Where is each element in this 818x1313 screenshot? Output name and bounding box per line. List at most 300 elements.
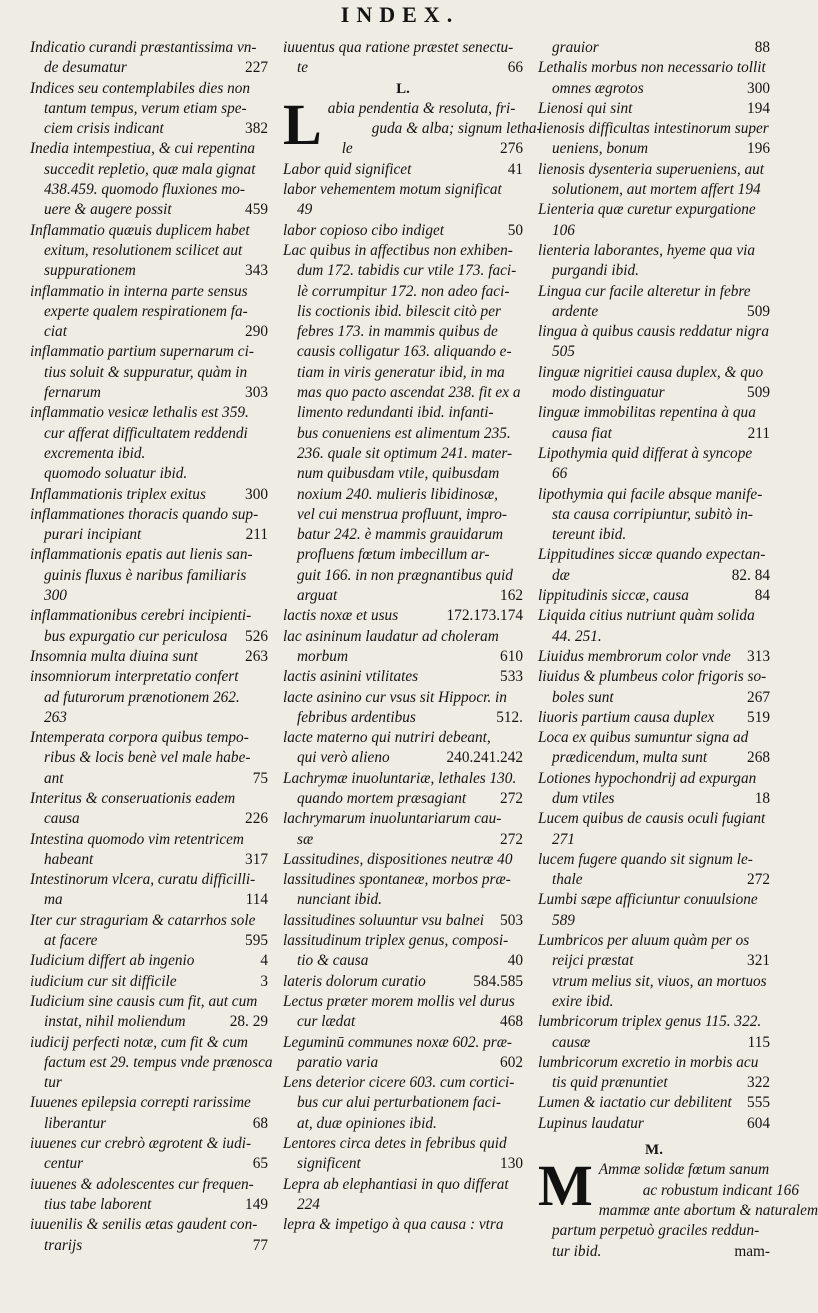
entry-text: Lingua cur facile alteretur in febre <box>538 282 751 300</box>
entry-text: ant <box>44 769 64 787</box>
entry-text: 589 <box>552 911 575 929</box>
entry-text: lumbricorum excretio in morbis acu <box>538 1053 759 1071</box>
index-entry-line <box>283 545 523 565</box>
index-entry-line <box>538 99 770 119</box>
index-entry-line <box>538 342 770 362</box>
entry-text: Leguminū communes noxæ 602. præ- <box>283 1033 513 1051</box>
entry-text: inflammationis epatis aut lienis san- <box>30 546 253 564</box>
entry-text: causæ <box>552 1033 591 1051</box>
entry-text: lè corrumpitur 172. non adeo faci- <box>297 282 510 300</box>
page-reference: 84 <box>754 587 770 605</box>
entry-text: Labor quid significet <box>283 160 412 178</box>
index-entry-line <box>283 1175 523 1195</box>
index-entry-line <box>283 748 523 768</box>
page-reference: 162 <box>500 587 523 605</box>
entry-text: dæ <box>552 566 570 584</box>
entry-text: purgandi ibid. <box>552 262 639 280</box>
page-reference: 272 <box>500 830 523 848</box>
index-entry-line <box>30 789 268 809</box>
index-entry-line <box>283 688 523 708</box>
entry-text: 49 <box>297 201 313 219</box>
index-entry-line <box>30 241 268 261</box>
index-entry-line <box>283 38 523 58</box>
page-reference: 272 <box>500 789 523 807</box>
entry-text: num quibusdam vtile, quibusdam <box>297 465 500 483</box>
page-reference: 468 <box>500 1013 523 1031</box>
index-entry-line <box>283 870 523 890</box>
index-entry-line <box>30 1012 268 1032</box>
page-reference: 75 <box>252 769 268 787</box>
index-entry-line <box>283 485 523 505</box>
entry-text: Iudicium differt ab ingenio <box>30 952 195 970</box>
index-entry-line <box>30 748 268 768</box>
entry-text: inflammatio partium supernarum ci- <box>30 343 254 361</box>
index-entry-line <box>538 424 770 444</box>
entry-text: lacte asinino cur vsus sit Hippocr. in <box>283 688 507 706</box>
index-entry-line <box>30 586 268 606</box>
index-entry-line <box>538 951 770 971</box>
index-entry-line <box>283 1073 523 1093</box>
entry-text: Lepra ab elephantiasi in quo differat <box>283 1175 509 1193</box>
index-entry-line <box>30 1073 268 1093</box>
page-reference: 226 <box>245 810 268 828</box>
index-entry-line <box>30 769 268 789</box>
entry-text: causa <box>44 810 80 828</box>
index-entry-line <box>30 667 268 687</box>
entry-text: lumbricorum triplex genus 115. 322. <box>538 1013 762 1031</box>
entry-text: inflammationes thoracis quando sup- <box>30 505 259 523</box>
index-column-2 <box>283 38 542 1236</box>
index-entry-line <box>283 1093 523 1113</box>
index-entry-line <box>30 728 268 748</box>
entry-text: Lippitudines siccæ quando expectan- <box>538 546 766 564</box>
index-entry-line <box>30 566 268 586</box>
entry-text: exire ibid. <box>552 992 614 1010</box>
page-reference: 509 <box>747 384 770 402</box>
index-entry-line <box>30 606 268 626</box>
entry-text: 236. quale sit optimum 241. mater- <box>297 444 513 462</box>
entry-text: Lotiones hypochondrij ad expurgan <box>538 769 757 787</box>
entry-text: lienosis difficultas intestinorum super <box>538 120 769 138</box>
entry-text: tur <box>44 1074 62 1092</box>
index-entry-line <box>538 403 770 423</box>
entry-text: Lumbi sæpe afficiuntur conuulsione <box>538 891 758 909</box>
index-entry-line <box>538 545 770 565</box>
index-entry-line <box>30 119 268 139</box>
page-reference: 263 <box>245 647 268 665</box>
index-entry-line <box>328 119 542 139</box>
entry-text: Ammæ solidæ fœtum sanum <box>598 1161 770 1179</box>
index-entry-line <box>30 485 268 505</box>
index-entry-line <box>283 160 523 180</box>
index-entry-line <box>538 38 770 58</box>
drop-cap-initial: L <box>283 91 322 157</box>
index-entry-line <box>30 951 268 971</box>
entry-text: boles sunt <box>552 688 614 706</box>
page-reference: 343 <box>245 262 268 280</box>
index-entry-line <box>538 992 770 1012</box>
index-entry-line <box>283 627 523 647</box>
entry-text: lis coctionis ibid. bilescit citò per <box>297 302 501 320</box>
entry-text: bus expurgatio cur periculosa <box>44 627 228 645</box>
index-entry-line <box>30 1114 268 1134</box>
entry-text: centur <box>44 1155 84 1173</box>
index-entry-line <box>30 99 268 119</box>
index-entry-line <box>30 1033 268 1053</box>
entry-text: ma <box>44 891 63 909</box>
index-entry-line <box>538 911 770 931</box>
entry-text: tantum tempus, verum etiam spe- <box>44 99 247 117</box>
page-reference: 604 <box>747 1114 770 1132</box>
entry-text: arguat <box>297 587 338 605</box>
page-reference: 303 <box>245 384 268 402</box>
index-entry-line <box>30 322 268 342</box>
index-entry-line <box>283 525 523 545</box>
entry-text: Iuuenes epilepsia correpti rarissime <box>30 1094 251 1112</box>
index-entry-line <box>30 911 268 931</box>
section-letter-heading: M. <box>645 1142 663 1159</box>
entry-text: exitum, resolutionem scilicet aut <box>44 241 243 259</box>
index-entry-line <box>283 789 523 809</box>
index-entry-line <box>283 241 523 261</box>
entry-text: at, duæ opiniones ibid. <box>297 1114 437 1132</box>
entry-text: modo distinguatur <box>552 384 665 402</box>
index-entry-line <box>283 890 523 910</box>
page-reference: 555 <box>747 1094 770 1112</box>
index-entry-line <box>598 1201 818 1221</box>
index-entry-line <box>283 992 523 1012</box>
entry-text: inflammatio vesicæ lethalis est 359. <box>30 404 249 422</box>
index-entry-line <box>538 383 770 403</box>
index-entry-line <box>30 1195 268 1215</box>
index-entry-line <box>538 890 770 910</box>
index-entry-line <box>538 1114 770 1134</box>
index-entry-line <box>283 708 523 728</box>
index-entry-line <box>538 728 770 748</box>
index-entry-line <box>30 302 268 322</box>
index-entry-line <box>538 200 770 220</box>
index-entry-line <box>30 505 268 525</box>
index-entry-line <box>283 1012 523 1032</box>
index-entry-line <box>283 383 523 403</box>
index-entry-line <box>283 1053 523 1073</box>
index-entry-line <box>538 139 770 159</box>
page-reference: 317 <box>245 850 268 868</box>
entry-text: quomodo soluatur ibid. <box>44 465 188 483</box>
index-entry-line <box>538 1221 770 1241</box>
entry-text: Lassitudines, dispositiones neutræ 40 <box>283 850 513 868</box>
entry-text: lachrymarum inuoluntariarum cau- <box>283 810 502 828</box>
index-entry-line <box>538 748 770 768</box>
entry-text: lienosis dysenteria superueniens, aut <box>538 160 765 178</box>
entry-text: le <box>341 140 353 158</box>
index-entry-line <box>30 809 268 829</box>
page-reference: 172.173.174 <box>446 607 523 625</box>
index-entry-line <box>283 972 523 992</box>
index-entry-line <box>30 545 268 565</box>
page-reference: 149 <box>245 1195 268 1213</box>
entry-text: mas quo pacto ascendat 238. fit ex a <box>297 384 521 402</box>
entry-text: lassitudinum triplex genus, composi- <box>283 932 509 950</box>
index-entry-line <box>538 464 770 484</box>
index-entry-line <box>30 261 268 281</box>
index-entry-line <box>599 1181 799 1201</box>
index-entry-line <box>283 850 523 870</box>
entry-text: de desumatur <box>44 59 127 77</box>
entry-text: Inedia intempestiua, & cui repentina <box>30 140 256 158</box>
index-entry-line <box>538 241 770 261</box>
entry-text: guit 166. in non prægnantibus quid <box>297 566 513 584</box>
index-entry-line <box>538 647 770 667</box>
index-entry-line <box>538 972 770 992</box>
index-entry-line <box>283 302 523 322</box>
entry-text: quando mortem præsagiant <box>297 789 467 807</box>
entry-text: iudicium cur sit difficile <box>30 972 177 990</box>
page-title: INDEX. <box>340 2 460 27</box>
index-entry-line <box>538 606 770 626</box>
entry-text: vel cui menstrua profluunt, impro- <box>297 505 508 523</box>
page-reference: 82. 84 <box>731 566 770 584</box>
entry-text: tereunt ibid. <box>552 526 627 544</box>
entry-text: lactis noxæ et usus <box>283 607 399 625</box>
page-reference: mam- <box>734 1242 770 1260</box>
page-reference: 459 <box>245 201 268 219</box>
entry-text: Inflammationis triplex exitus <box>30 485 206 503</box>
index-entry-line <box>283 403 523 423</box>
page-reference: 65 <box>252 1155 268 1173</box>
index-entry-line <box>30 830 268 850</box>
entry-text: Lachrymæ inuoluntariæ, lethales 130. <box>283 769 517 787</box>
entry-text: sæ <box>297 830 314 848</box>
entry-text: ad futurorum prænotionem 262. <box>44 688 240 706</box>
index-entry-line <box>283 363 523 383</box>
entry-text: lacte materno qui nutriri debeant, <box>283 729 491 747</box>
entry-text: Lentores circa detes in febribus quid <box>283 1135 507 1153</box>
entry-text: qui verò alieno <box>297 749 390 767</box>
entry-text: significent <box>297 1155 361 1173</box>
entry-text: Lienosi qui sint <box>538 99 633 117</box>
page-reference: 584.585 <box>473 972 523 990</box>
index-entry-line <box>283 728 523 748</box>
entry-text: nunciant ibid. <box>297 891 382 909</box>
index-column-3 <box>538 38 818 1262</box>
index-entry-line <box>283 342 523 362</box>
index-entry-line <box>30 992 268 1012</box>
page-reference: 610 <box>500 647 523 665</box>
entry-text: excrementa ibid. <box>44 444 146 462</box>
index-entry-line <box>538 160 770 180</box>
index-entry-line <box>30 931 268 951</box>
index-entry-line <box>538 586 770 606</box>
index-entry-line <box>538 221 770 241</box>
index-entry-line <box>283 809 523 829</box>
entry-text: labor vehementem motum significat <box>283 181 502 199</box>
entry-text: bus cur alui perturbationem faci- <box>297 1094 501 1112</box>
index-entry-line <box>283 1154 523 1174</box>
entry-text: 44. 251. <box>552 627 602 645</box>
index-entry-line <box>283 1114 523 1134</box>
page-reference: 290 <box>245 323 268 341</box>
index-entry-line <box>283 647 523 667</box>
section-letter-heading: L. <box>396 80 410 97</box>
page-reference: 130 <box>500 1155 523 1173</box>
page-reference: 533 <box>500 668 523 686</box>
entry-text: thale <box>552 871 583 889</box>
index-entry-line <box>30 1134 268 1154</box>
entry-text: lassitudines soluuntur vsu balnei <box>283 911 484 929</box>
entry-text: linguæ immobilitas repentina à qua <box>538 404 756 422</box>
index-entry-line <box>30 282 268 302</box>
page-reference: 41 <box>507 160 523 178</box>
entry-text: Iter cur straguriam & catarrhos sole <box>30 911 256 929</box>
entry-text: habeant <box>44 850 94 868</box>
page-reference: 313 <box>747 647 770 665</box>
index-entry-line <box>283 261 523 281</box>
index-entry-line <box>30 1236 268 1256</box>
entry-text: bus conueniens est alimentum 235. <box>297 424 511 442</box>
page-reference: 66 <box>507 59 523 77</box>
index-entry-line <box>30 972 268 992</box>
entry-text: experte qualem respirationem fa- <box>44 302 248 320</box>
page-reference: 211 <box>245 526 268 544</box>
entry-text: febres 173. in mammis quibus de <box>297 323 498 341</box>
page-reference: 526 <box>245 627 268 645</box>
index-entry-line <box>283 566 523 586</box>
entry-text: liuoris partium causa duplex <box>538 708 715 726</box>
entry-text: Lens deterior cicere 603. cum cortici- <box>283 1074 515 1092</box>
index-entry-line <box>30 424 268 444</box>
page-reference: 114 <box>245 891 268 909</box>
entry-text: paratio varia <box>297 1053 379 1071</box>
index-entry-line <box>283 606 523 626</box>
index-entry-line <box>30 383 268 403</box>
page-reference: 88 <box>754 39 770 56</box>
entry-text: mammæ ante abortum & naturalem <box>598 1201 818 1219</box>
index-entry-line <box>538 1073 770 1093</box>
index-entry-line <box>538 809 770 829</box>
index-entry-line <box>283 667 523 687</box>
entry-text: partum perpetuò graciles reddun- <box>552 1222 760 1240</box>
index-entry-line <box>283 911 523 931</box>
index-entry-line <box>538 931 770 951</box>
index-entry-line <box>30 139 268 159</box>
index-entry-line <box>538 1033 770 1053</box>
index-entry-line <box>283 769 523 789</box>
index-column-1 <box>30 38 273 1256</box>
index-entry-line <box>283 444 523 464</box>
index-entry-line <box>538 1242 770 1262</box>
page-reference: 77 <box>252 1236 268 1254</box>
entry-text: Lumen & iactatio cur debilitent <box>538 1094 732 1112</box>
index-entry-line <box>283 58 523 78</box>
page-reference: 196 <box>747 140 770 158</box>
entry-text: Loca ex quibus sumuntur signa ad <box>538 729 749 747</box>
entry-text: reijci præstat <box>552 952 634 970</box>
index-entry-line <box>30 890 268 910</box>
entry-text: lassitudines spontaneæ, morbos præ- <box>283 871 511 889</box>
index-entry-line <box>30 647 268 667</box>
index-entry-line <box>538 79 770 99</box>
index-entry-line <box>30 850 268 870</box>
entry-text: inflammatio in interna parte sensus <box>30 282 248 300</box>
index-entry-line <box>538 261 770 281</box>
index-entry-line <box>538 627 770 647</box>
entry-text: Liuidus membrorum color vnde <box>538 647 731 665</box>
index-entry-line <box>538 667 770 687</box>
index-entry-line <box>538 282 770 302</box>
index-entry-line <box>30 1154 268 1174</box>
entry-text: profluens fœtum imbecillum ar- <box>297 546 490 564</box>
entry-text: lac asininum laudatur ad choleram <box>283 627 499 645</box>
entry-text: 263 <box>44 708 67 726</box>
page-reference: 4 <box>260 952 268 970</box>
entry-text: 271 <box>552 830 575 848</box>
index-entry-line <box>538 566 770 586</box>
index-entry-line <box>538 870 770 890</box>
entry-text: 505 <box>552 343 575 361</box>
index-entry-line <box>538 850 770 870</box>
entry-text: 300 <box>44 587 67 605</box>
entry-text: liberantur <box>44 1114 107 1132</box>
page-reference: 268 <box>747 749 770 767</box>
page-reference: 240.241.242 <box>446 749 523 767</box>
entry-text: Lienteria quæ curetur expurgatione <box>538 201 756 219</box>
entry-text: sta causa corripiuntur, subitò in- <box>552 505 753 523</box>
index-entry-line <box>538 830 770 850</box>
index-entry-line <box>283 1033 523 1053</box>
entry-text: tio & causa <box>297 952 369 970</box>
index-entry-line <box>283 1215 523 1235</box>
entry-text: solutionem, aut mortem affert 194 <box>552 181 761 199</box>
index-entry-line <box>538 485 770 505</box>
entry-text: lienteria laborantes, hyeme qua via <box>538 241 756 259</box>
entry-text: 106 <box>552 221 575 239</box>
entry-text: 224 <box>297 1195 320 1213</box>
entry-text: limento redundanti ibid. infanti- <box>297 404 494 422</box>
drop-cap-initial: M <box>538 1153 593 1219</box>
entry-text: febribus ardentibus <box>297 708 416 726</box>
entry-text: purari incipiant <box>44 526 142 544</box>
entry-text: instat, nihil moliendum <box>44 1013 186 1031</box>
index-entry-line <box>30 79 268 99</box>
entry-text: lippitudinis siccæ, causa <box>538 587 689 605</box>
entry-text: Lumbricos per aluum quàm per os <box>538 932 750 950</box>
index-entry-line <box>283 951 523 971</box>
entry-text: Lipothymia quid differat à syncope <box>538 444 753 462</box>
entry-text: Interitus & conseruationis eadem <box>30 789 236 807</box>
entry-text: iuuenes cur crebrò ægrotent & iudi- <box>30 1135 252 1153</box>
index-entry-line <box>283 1195 523 1215</box>
index-entry-line <box>538 525 770 545</box>
index-entry-line <box>30 403 268 423</box>
index-entry-line <box>538 1012 770 1032</box>
entry-text: dum 172. tabidis cur vtile 173. faci- <box>297 262 517 280</box>
index-entry-line <box>30 525 268 545</box>
index-entry-line <box>538 688 770 708</box>
entry-text: ciem crisis indicant <box>44 120 164 138</box>
index-entry-line <box>538 769 770 789</box>
page-reference: 3 <box>260 972 268 990</box>
entry-text: 66 <box>552 465 568 483</box>
entry-text: ciat <box>44 323 67 341</box>
entry-text: dum vtiles <box>552 789 615 807</box>
index-entry-line <box>30 688 268 708</box>
entry-text: tiam in viris generatur ibid, in ma <box>297 363 505 381</box>
index-entry-line <box>283 464 523 484</box>
index-entry-line <box>538 322 770 342</box>
entry-text: causis colligatur 163. aliquando e- <box>297 343 512 361</box>
index-entry-line <box>538 789 770 809</box>
